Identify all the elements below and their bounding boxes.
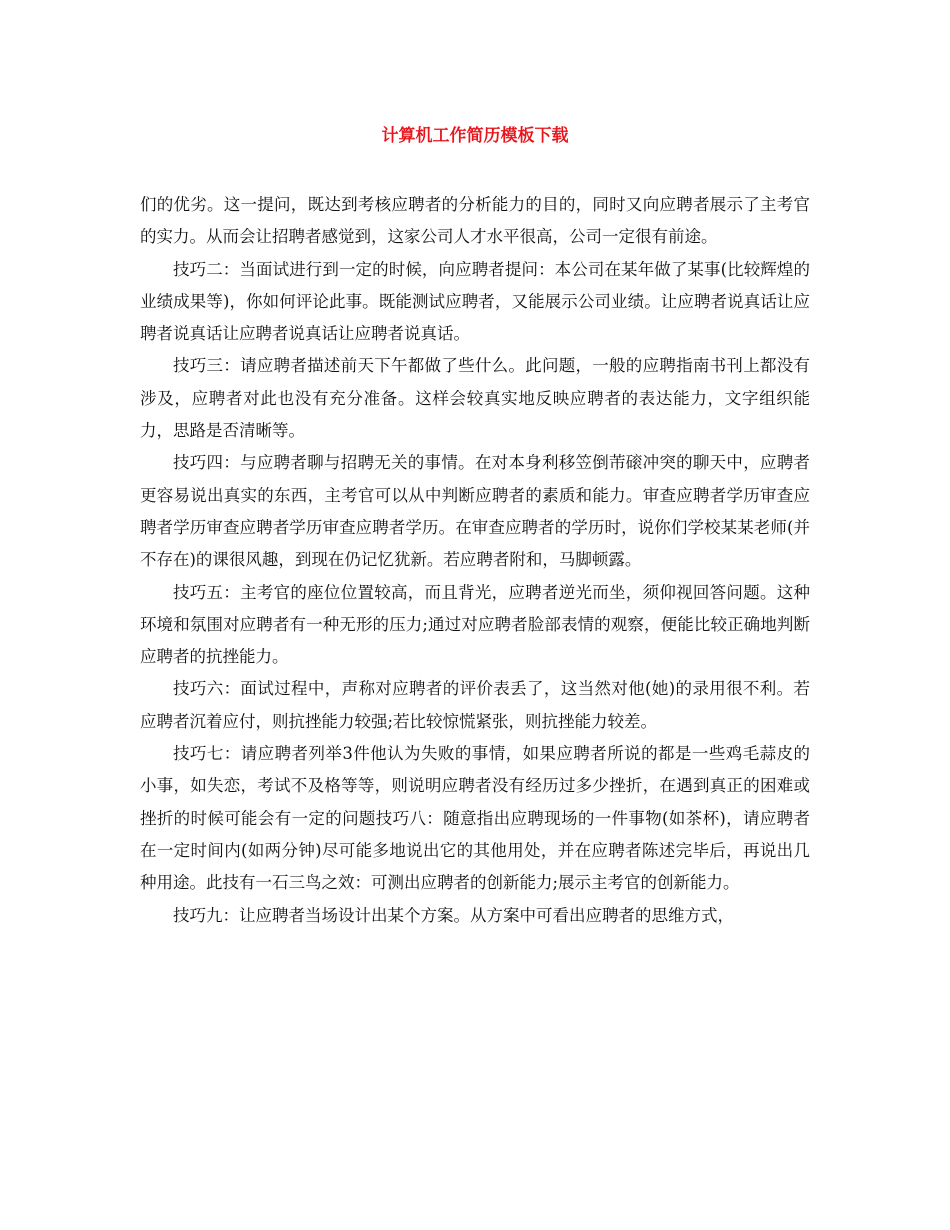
paragraph-tip-4: 技巧四：与应聘者聊与招聘无关的事情。在对本身利移笠倒芾磙冲突的聊天中，应聘者更容易说出真实的东西，主考官可以从中判断应聘者的素质和能力。审查应聘者学历审查应聘者学历审查应聘者学历审查应聘者学历。在审查应聘者的学历时，说你们学校某某老师(并不存在)的课很风趣，到现在仍记忆犹新。若应聘者附和，马脚顿露。 xyxy=(140,453,810,570)
paragraph-tip-3: 技巧三：请应聘者描述前天下午都做了些什么。此问题，一般的应聘指南书刊上都没有涉及，应聘者对此也没有充分准备。这样会较真实地反映应聘者的表达能力，文字组织能力，思路是否清晰等。 xyxy=(140,356,810,441)
paragraph-continuation: 们的优劣。这一提问，既达到考核应聘者的分析能力的目的，同时又向应聘者展示了主考官的实力。从而会让招聘者感觉到，这家公司人才水平很高，公司一定很有前途。 xyxy=(140,195,810,247)
paragraph-tip-2: 技巧二：当面试进行到一定的时候，向应聘者提问：本公司在某年做了某事(比较辉煌的业绩成果等)，你如何评论此事。既能测试应聘者，又能展示公司业绩。让应聘者说真话让应聘者说真话让应聘者说真话让应聘者说真话。 xyxy=(140,259,810,344)
document-title: 计算机工作简历模板下载 xyxy=(381,126,569,146)
paragraph-tip-9: 技巧九：让应聘者当场设计出某个方案。从方案中可看出应聘者的思维方式， xyxy=(173,905,734,925)
paragraph-tip-7-8: 技巧七：请应聘者列举3件他认为失败的事情，如果应聘者所说的都是一些鸡毛蒜皮的小事，如失恋，考试不及格等等，则说明应聘者没有经历过多少挫折，在遇到真正的困难或挫折的时候可能会有一定的问题技巧八：随意指出应聘现场的一件事物(如茶杯)，请应聘者在一定时间内(如两分钟)尽可能多地说出它的其他用处，并在应聘者陈述完毕后，再说出几种用途。此技有一石三鸟之效：可测出应聘者的创新能力;展示主考官的创新能力。 xyxy=(140,744,810,893)
paragraph-tip-6: 技巧六：面试过程中，声称对应聘者的评价表丢了，这当然对他(她)的录用很不利。若应聘者沉着应付，则抗挫能力较强;若比较惊慌紧张，则抗挫能力较差。 xyxy=(140,679,810,731)
document-body xyxy=(140,189,810,932)
paragraph-tip-5: 技巧五：主考官的座位位置较高，而且背光，应聘者逆光而坐，须仰视回答问题。这种环境和氛围对应聘者有一种无形的压力;通过对应聘者脸部表情的观察，便能比较正确地判断应聘者的抗挫能力。 xyxy=(140,582,810,667)
